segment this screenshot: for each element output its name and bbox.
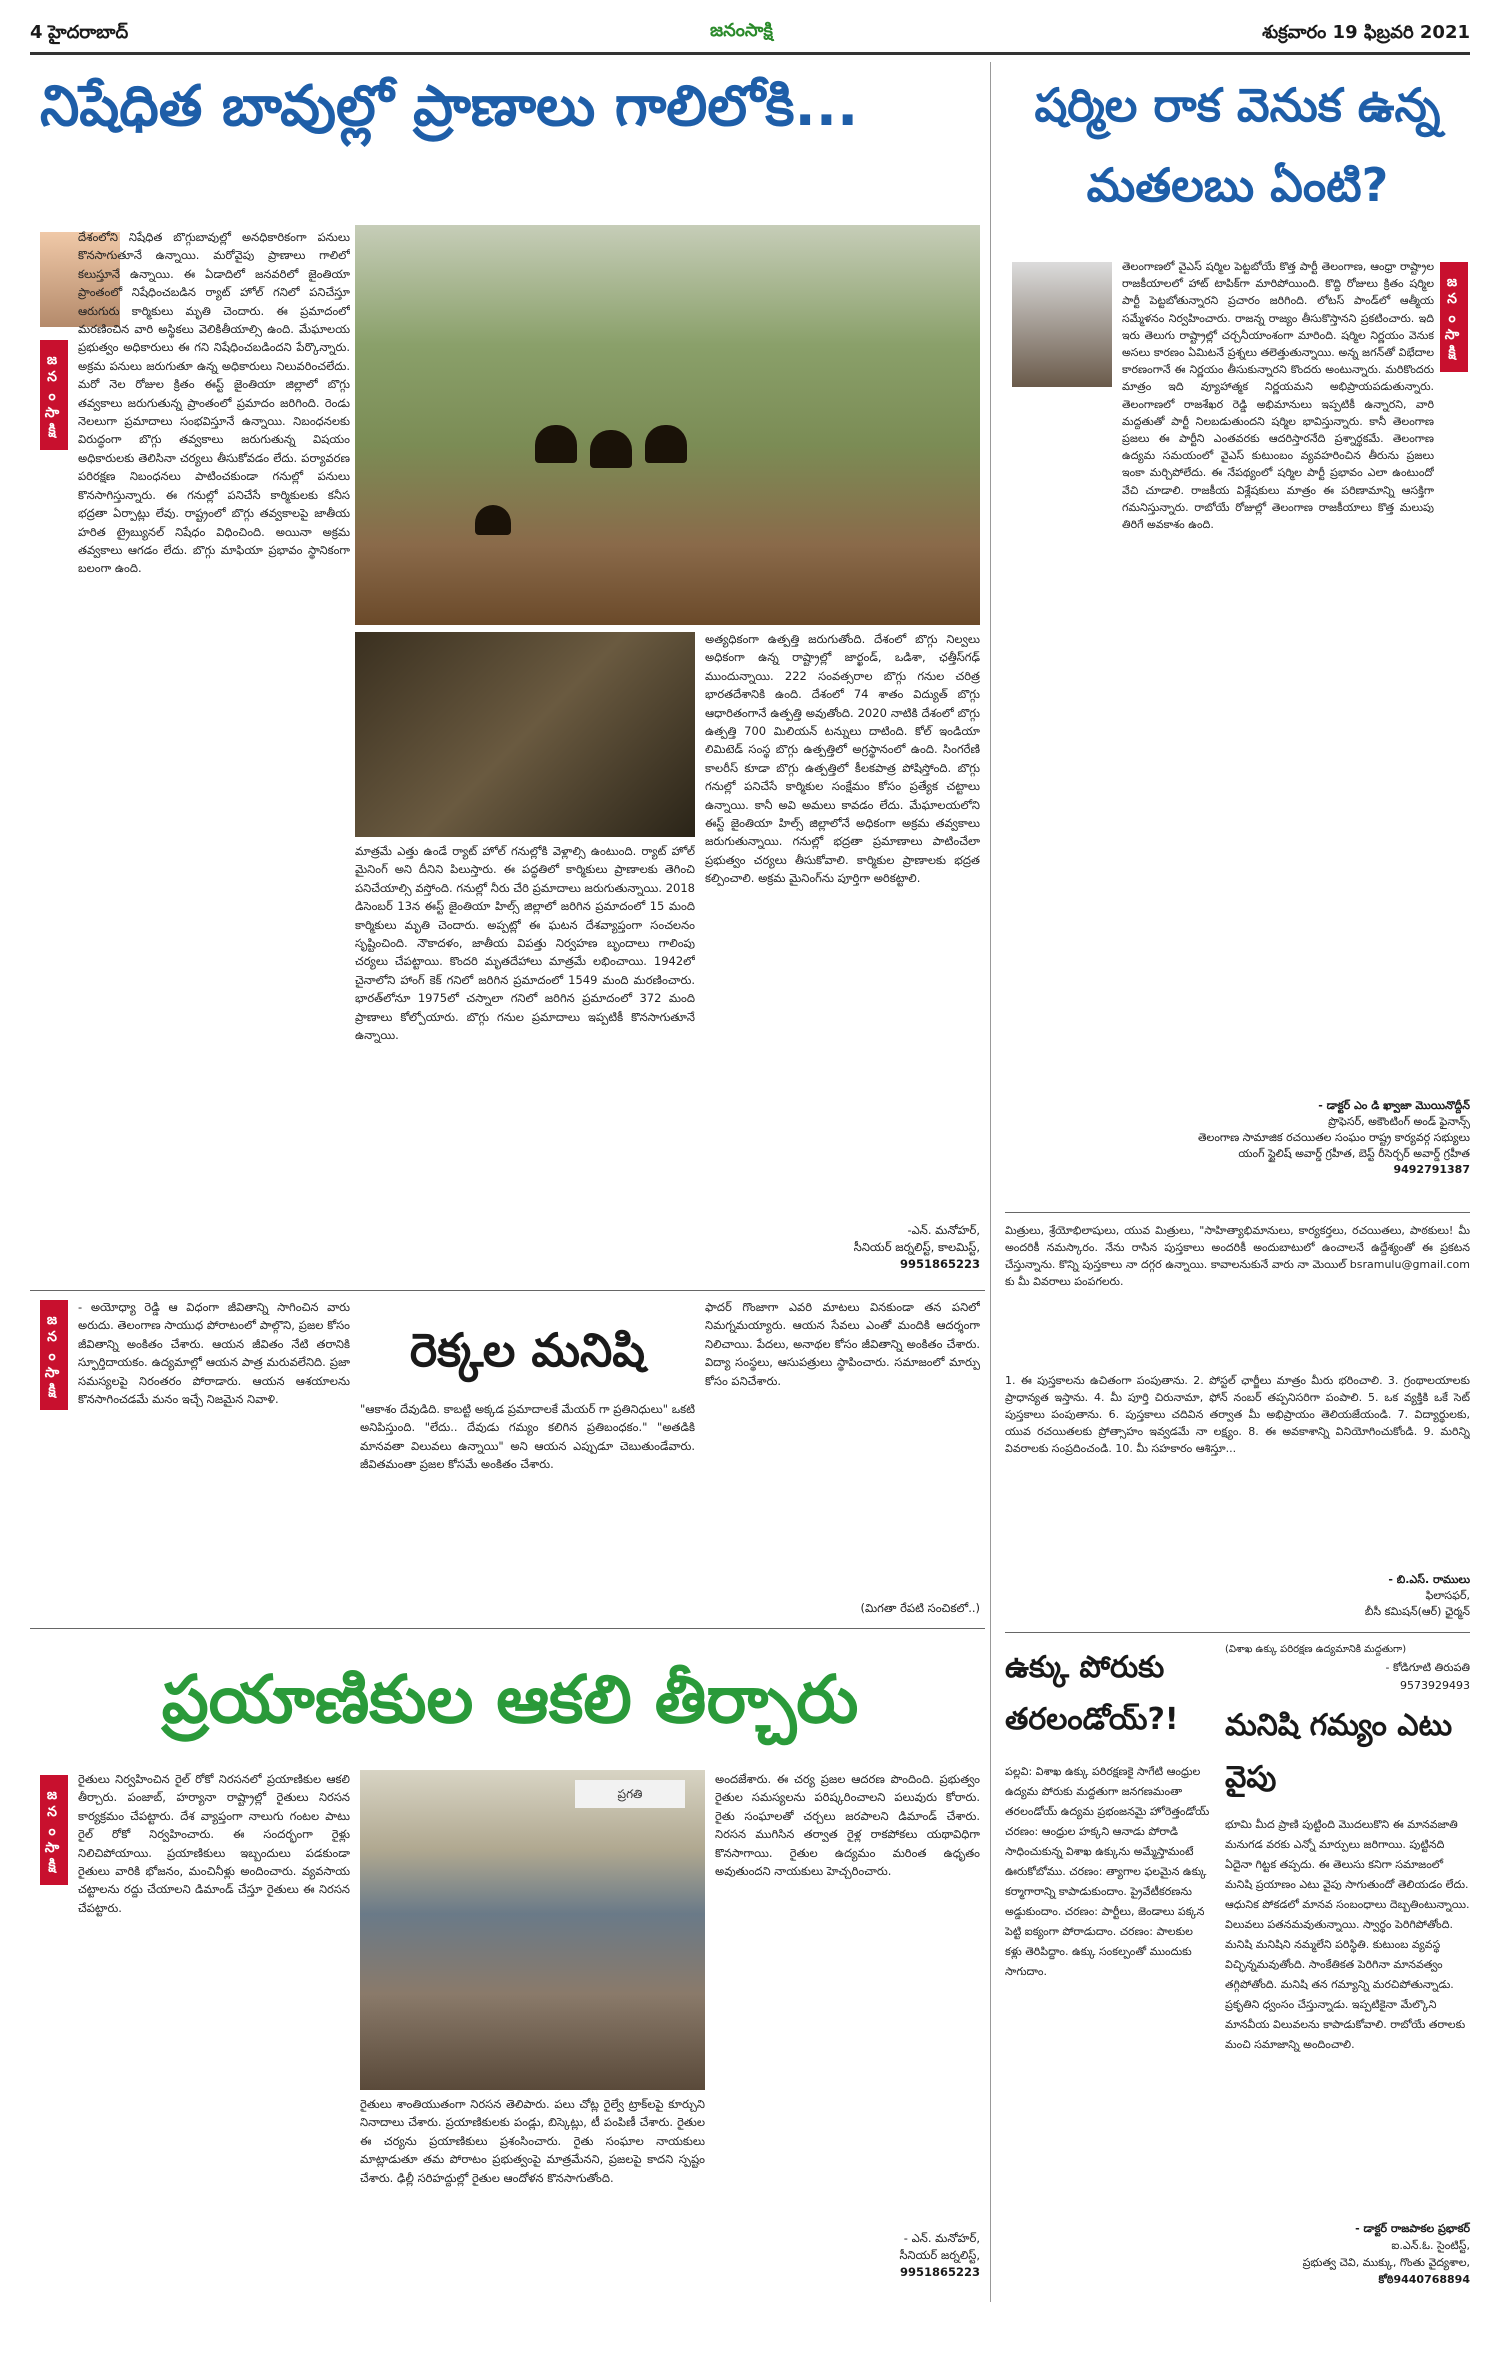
section-rule-mid xyxy=(30,1290,985,1291)
page-number: 4 xyxy=(30,22,43,43)
article2-signature xyxy=(1005,1098,1470,1208)
article1-col3: అత్యధికంగా ఉత్పత్తి జరుగుతోంది. దేశంలో బొగ్గు నిల్వలు అధికంగా ఉన్న రాష్ట్రాల్లో జార్ఖండ్, ఒడిశా, ఛత్తీస్‌గఢ్ ముందున్నాయి. 222 సంవత్సరాల బొగ్గు గనుల చరిత్ర భారతదేశానికి ఉంది. దేశంలో 74 శాతం విద్యుత్ బొగ్గు ఆధారితంగానే ఉత్పత్తి అవుతోంది. 2020 నాటికి దేశంలో బొగ్గు ఉత్పత్తి 700 మిలియన్ టన్నులు దాటింది. కోల్ ఇండియా లిమిటెడ్ సంస్థ బొగ్గు ఉత్పత్తిలో అగ్రస్థానంలో ఉంది. సింగరేణి కాలరీస్ కూడా బొగ్గు ఉత్పత్తిలో కీలకపాత్ర పోషిస్తోంది. బొగ్గు గనుల్లో పనిచేసే కార్మికుల సంక్షేమం కోసం ప్రత్యేక చట్టాలు ఉన్నాయి. కానీ అవి అమలు కావడం లేదు. మేఘాలయలోని ఈస్ట్ జైంతియా హిల్స్ జిల్లాలోనే అధికంగా అక్రమ తవ్వకాలు జరుగుతున్నాయి. గనుల్లో భద్రతా ప్రమాణాలు పాటించేలా ప్రభుత్వం చర్యలు తీసుకోవాలి. కార్మికుల ప్రాణాలకు భద్రత కల్పించాలి. అక్రమ మైనింగ్‌ను పూర్తిగా అరికట్టాలి. xyxy=(705,632,980,886)
article3-headline: రెక్కల మనిషి xyxy=(409,1323,646,1377)
issue-date: శుక్రవారం 19 ఫిబ్రవరి 2021 xyxy=(1262,22,1470,43)
article4-author-phone: 9951865223 xyxy=(899,2265,980,2279)
section-rule-mid-2 xyxy=(30,1628,985,1629)
article1-headline: నిషేధిత బావుల్లో ప్రాణాలు గాలిలోకి... xyxy=(40,74,859,139)
article1-author: -ఎన్. మనోహర్, xyxy=(907,1223,980,1237)
masthead xyxy=(30,14,1470,50)
poem2-headline: మనిషి గమ్యం ఎటు వైపు xyxy=(1225,1708,1453,1795)
article1-photo-mine xyxy=(355,225,980,625)
article2-author-org: తెలంగాణ సామాజిక రచయితల సంఘం రాష్ట్ర కార్యవర్గ సభ్యులు xyxy=(1198,1131,1470,1144)
article3-col: - అయోధ్యా రెడ్డి ఆ విధంగా జీవితాన్ని సాగించిన వారు అరుదు. తెలంగాణ సాయుధ పోరాటంలో పాల్గొని, ప్రజల కోసం జీవితాన్ని అంకితం చేశారు. ఆయన జీవితం నేటి తరానికి స్ఫూర్తిదాయకం. ఉద్యమాల్లో ఆయన పాత్ర మరువలేనిది. ప్రజా సమస్యలపై నిరంతరం పోరాడారు. ఆయన ఆశయాలను కొనసాగించడమే మనం ఇచ్చే నిజమైన నివాళి. xyxy=(78,1300,350,1407)
column-divider xyxy=(990,62,991,2302)
masthead-rule xyxy=(30,52,1470,55)
article1-col2: మాత్రమే ఎత్తు ఉండే ర్యాట్ హోల్ గనుల్లోకి వెళ్లాల్సి ఉంటుంది. ర్యాట్ హోల్ మైనింగ్ అని దీనిని పిలుస్తారు. ఈ పద్ధతిలో కార్మికులు ప్రాణాలకు తెగించి పనిచేయాల్సి వస్తోంది. గనుల్లో నీరు చేరి ప్రమాదాలు జరుగుతున్నాయి. 2018 డిసెంబర్ 13న ఈస్ట్ జైంతియా హిల్స్ జిల్లాలో జరిగిన ప్రమాదంలో 15 మంది కార్మికులు మృతి చెందారు. అప్పట్లో ఈ ఘటన దేశవ్యాప్తంగా సంచలనం సృష్టించింది. నౌకాదళం, జాతీయ విపత్తు నిర్వహణ బృందాలు గాలింపు చర్యలు చేపట్టాయి. కొందరి మృతదేహాలు మాత్రమే లభించాయి. 1942లో చైనాలోని హాంగ్ కెక్ గనిలో జరిగిన ప్రమాదంలో 1549 మంది మరణించారు. భారత్‌లోనూ 1975లో చస్నాలా గనిలో జరిగిన ప్రమాదంలో 372 మంది ప్రాణాలు కోల్పోయారు. బొగ్గు గనుల ప్రమాదాలు ఇప్పటికీ కొనసాగుతూనే ఉన్నాయి. xyxy=(355,844,695,1043)
poem2-author-phone: కోఠి9440768894 xyxy=(1378,2273,1470,2286)
article3-section-tag: జనంసాక్షి xyxy=(40,1300,68,1410)
mine-entrance-4 xyxy=(475,505,511,535)
article2-author-portrait xyxy=(1012,262,1112,387)
article4-photo-protest xyxy=(360,1770,705,2090)
poem2-author: - డాక్టర్ రాజపాకల ప్రభాకర్ xyxy=(1355,2222,1470,2235)
section-rule-right xyxy=(1005,1212,1470,1213)
letter-author-role: ఫిలాసఫర్, xyxy=(1425,1589,1470,1602)
article2-headline: షర్మిల రాక వెనుక ఉన్న మతలబు ఏంటి? xyxy=(1034,78,1441,212)
article3-signature: (మిగతా రేపటి సంచికలో..) xyxy=(860,1601,980,1615)
letter-author: - బి.ఎస్. రాములు xyxy=(1388,1573,1470,1586)
article3-left: "ఆకాశం దేవుడిది. కాబట్టి అక్కడ ప్రమాదాలకే మేయర్ గా ప్రతినిధులు" ఒకటి అనిపిస్తుంది. "లేదు.. దేవుడు గమ్యం కలిగిన ప్రతిబంధకం." "అతడికి మానవతా విలువలు ఉన్నాయి" అని ఆయన ఎప్పుడూ చెబుతుండేవారు. జీవితమంతా ప్రజల కోసమే అంకితం చేశారు. xyxy=(360,1402,695,1472)
letter-items: 1. ఈ పుస్తకాలను ఉచితంగా పంపుతాను. 2. పోస్టల్ ఛార్జీలు మాత్రం మీరు భరించాలి. 3. గ్రంథాలయాలకు ప్రాధాన్యత ఇస్తాను. 4. మీ పూర్తి చిరునామా, ఫోన్ నంబర్ తప్పనిసరిగా పంపాలి. 5. ఒక వ్యక్తికి ఒకే సెట్ పుస్తకాలు పంపుతాను. 6. పుస్తకాలు చదివిన తర్వాత మీ అభిప్రాయం తెలియజేయండి. 7. విద్యార్థులకు, యువ రచయితలకు ప్రోత్సాహం ఇవ్వడమే నా లక్ష్యం. 8. ఈ అవకాశాన్ని వినియోగించుకోండి. 9. మరిన్ని వివరాలకు సంప్రదించండి. 10. మీ సహకారం ఆశిస్తూ... xyxy=(1005,1374,1470,1455)
article1-author-role: సీనియర్ జర్నలిస్ట్, కాలమిస్ట్, xyxy=(853,1240,980,1254)
article4-headline: ప్రయాణికుల ఆకలి తీర్చారు xyxy=(161,1661,859,1738)
letter-signature xyxy=(1005,1572,1470,1627)
article2-author-phone: 9492791387 xyxy=(1393,1163,1470,1176)
article4-col3: అందజేశారు. ఈ చర్య ప్రజల ఆదరణ పొందింది. ప్రభుత్వం రైతుల సమస్యలను పరిష్కరించాలని పలువురు కోరారు. రైతు సంఘాలతో చర్చలు జరపాలని డిమాండ్ చేశారు. నిరసన ముగిసిన తర్వాత రైళ్ల రాకపోకలు యథావిధిగా కొనసాగాయి. రైతుల ఉద్యమం మరింత ఉధృతం అవుతుందని నాయకులు హెచ్చరించారు. xyxy=(715,1772,980,1879)
article2-author: - డాక్టర్ ఎం డి ఖ్వాజా మొయినొద్దీన్ xyxy=(1318,1099,1470,1112)
letter-body: మిత్రులు, శ్రేయోభిలాషులు, యువ మిత్రులు, "సాహిత్యాభిమానులు, కార్యకర్తలు, రచయితలు, పాఠకులు! మీ అందరికీ నమస్కారం. నేను రాసిన పుస్తకాలు అందరికీ అందుబాటులో ఉంచాలనే ఉద్దేశ్యంతో ఈ ప్రకటన చేస్తున్నాను. కొన్ని పుస్తకాలు నా దగ్గర ఉన్నాయి. కావాలనుకునే వారు నా మెయిల్ bsramulu@gmail.com కు మీ వివరాలు పంపగలరు. xyxy=(1005,1224,1470,1288)
article2-body: తెలంగాణలో వైఎస్ షర్మిల పెట్టబోయే కొత్త పార్టీ తెలంగాణ, ఆంధ్రా రాష్ట్రాల రాజకీయాలలో హాట్ టాపిక్‌గా మారిపోయింది. కొద్ది రోజులు క్రితం షర్మిల పార్టీ పెట్టబోతున్నారని ప్రచారం జరిగింది. లోటస్ పాండ్‌లో ఆత్మీయ సమ్మేళనం నిర్వహించారు. రాజన్న రాజ్యం తీసుకొస్తానని ప్రకటించారు. ఇది ఇరు తెలుగు రాష్ట్రాల్లో చర్చనీయాంశంగా మారింది. షర్మిల నిర్ణయం వెనుక అసలు కారణం ఏమిటనే ప్రశ్నలు తలెత్తుతున్నాయి. అన్న జగన్‌తో విభేదాల కారణంగానే ఈ నిర్ణయం తీసుకున్నారని కొందరు అంటున్నారు. మరికొందరు మాత్రం ఇది వ్యూహాత్మక నిర్ణయమని అభిప్రాయపడుతున్నారు. తెలంగాణలో రాజశేఖర రెడ్డి అభిమానులు ఇప్పటికీ ఉన్నారని, వారి మద్దతుతో పార్టీ నిలబడుతుందని షర్మిల భావిస్తున్నారు. కానీ తెలంగాణ ప్రజలు ఈ పార్టీని ఎంతవరకు ఆదరిస్తారనేది ప్రశ్నార్థకమే. తెలంగాణ ఉద్యమ సమయంలో వైఎస్ కుటుంబం వ్యవహరించిన తీరును ప్రజలు ఇంకా మర్చిపోలేదు. ఈ నేపథ్యంలో షర్మిల పార్టీ ప్రభావం ఎలా ఉంటుందో వేచి చూడాలి. రాజకీయ విశ్లేషకులు మాత్రం ఈ పరిణామాన్ని ఆసక్తిగా గమనిస్తున్నారు. రాబోయే రోజుల్లో తెలంగాణ రాజకీయాలు కొత్త మలుపు తిరిగే అవకాశం ఉంది. xyxy=(1122,260,1434,532)
article2-section-tag: జనంసాక్షి xyxy=(1440,262,1468,372)
poem2-author-org: ప్రభుత్వ చెవి, ముక్కు, గొంతు వైద్యశాల, xyxy=(1302,2256,1470,2269)
station-sign: ప్రగతి xyxy=(575,1780,685,1808)
newspaper-logo: జనంసాక్షి xyxy=(710,20,773,41)
article2-author-award: యంగ్ స్టైలిష్ అవార్డ్ గ్రహీత, బెస్ట్ రీసెర్చర్ అవార్డ్ గ్రహీత xyxy=(1238,1147,1470,1160)
mine-entrance-1 xyxy=(535,425,577,463)
article1-col1: దేశంలోని నిషేధిత బొగ్గుబావుల్లో అనధికారికంగా పనులు కొనసాగుతూనే ఉన్నాయి. మరోవైపు ప్రాణాలు గాలిలో కలుస్తూనే ఉన్నాయి. ఈ ఏడాదిలో జనవరిలో జైంతియా ప్రాంతంలో నిషేధించబడిన ర్యాట్ హోల్ గనిలో పనిచేస్తూ ఆరుగురు కార్మికులు మృతి చెందారు. ఈ ప్రమాదంలో మరణించిన వారి అస్థికలు వెలికితీయాల్సి ఉంది. మేఘాలయ ప్రభుత్వం అధికారులు ఈ గని నిషేధించబడిందని పేర్కొన్నారు. అక్రమ పనులు జరుగుతూ ఉన్న అధికారులు నిలువరించలేదు. మరో నెల రోజుల క్రితం ఈస్ట్ జైంతియా జిల్లాలో బొగ్గు తవ్వకాలు జరుగుతున్న ప్రాంతంలో ప్రమాదం జరిగింది. రెండు నెలలుగా ప్రమాదాలు సంభవిస్తూనే ఉన్నాయి. నిబంధనలకు విరుద్ధంగా బొగ్గు తవ్వకాలు జరుగుతున్న విషయం అధికారులకు తెలిసినా చర్యలు తీసుకోవడం లేదు. పర్యావరణ పరిరక్షణ నిబంధనలు పాటించకుండా గనుల్లో పనులు కొనసాగిస్తున్నారు. ఈ గనుల్లో పనిచేసే కార్మికులకు కనీస భద్రతా ఏర్పాట్లు లేవు. రాష్ట్రంలో బొగ్గు తవ్వకాలపై జాతీయ హరిత ట్రైబ్యునల్ నిషేధం విధించింది. అయినా అక్రమ తవ్వకాలు ఆగడం లేదు. బొగ్గు మాఫియా ప్రభావం స్థానికంగా బలంగా ఉంది. xyxy=(78,230,350,576)
article3-right: ఫాదర్ గొంజాగా ఎవరి మాటలు వినకుండా తన పనిలో నిమగ్నమయ్యారు. ఆయన సేవలు ఎంతో మందికి ఆదర్శంగా నిలిచాయి. పేదలు, అనాథల కోసం జీవితాన్ని అంకితం చేశారు. విద్యా సంస్థలు, ఆసుపత్రులు స్థాపించారు. సమాజంలో మార్పు కోసం పనిచేశారు. xyxy=(705,1300,980,1388)
article4-author-role: సీనియర్ జర్నలిస్ట్, xyxy=(899,2248,980,2262)
poem2-signature xyxy=(1225,2220,1470,2292)
article4-signature xyxy=(715,2230,980,2290)
article2-author-role: ప్రొఫెసర్, అకౌంటింగ్ అండ్ ఫైనాన్స్ xyxy=(1328,1115,1470,1128)
poem1-phone: 9573929493 xyxy=(1400,1679,1470,1692)
poem1-headline: ఉక్కు పోరుకు తరలండోయ్?! xyxy=(1005,1650,1179,1737)
poem2-body: భూమి మీద ప్రాణి పుట్టింది మొదలుకొని ఈ మానవజాతి మనుగడ వరకు ఎన్నో మార్పులు జరిగాయి. పుట్టినది ఏదైనా గిట్టక తప్పదు. ఈ తెలుసు కనిగా సమాజంలో మనిషి ప్రయాణం ఎటు వైపు సాగుతుందో తెలియడం లేదు. ఆధునిక పోకడలో మానవ సంబంధాలు దెబ్బతింటున్నాయి. విలువలు పతనమవుతున్నాయి. స్వార్థం పెరిగిపోతోంది. మనిషి మనిషిని నమ్మలేని పరిస్థితి. కుటుంబ వ్యవస్థ విచ్ఛిన్నమవుతోంది. సాంకేతికత పెరిగినా మానవత్వం తగ్గిపోతోంది. మనిషి తన గమ్యాన్ని మరచిపోతున్నాడు. ప్రకృతిని ధ్వంసం చేస్తున్నాడు. ఇప్పటికైనా మేల్కొని మానవీయ విలువలను కాపాడుకోవాలి. రాబోయే తరాలకు మంచి సమాజాన్ని అందించాలి. xyxy=(1225,1818,1470,2051)
city-name: హైదరాబాద్ xyxy=(48,22,129,43)
article1-photo-worker xyxy=(355,632,695,837)
poem1-intro: (విశాఖ ఉక్కు పరిరక్షణ ఉద్యమానికి మద్దతుగా) xyxy=(1225,1644,1407,1655)
poem1-author: - కోడిగూటి తిరుపతి xyxy=(1385,1661,1470,1674)
section-rule-right-2 xyxy=(1005,1632,1470,1633)
article4-col1: రైతులు నిర్వహించిన రైల్ రోకో నిరసనలో ప్రయాణికుల ఆకలి తీర్చారు. పంజాబ్, హర్యానా రాష్ట్రాల్లో రైతులు నిరసన కార్యక్రమం చేపట్టారు. దేశ వ్యాప్తంగా నాలుగు గంటల పాటు రైల్ రోకో నిర్వహించారు. ఈ సందర్భంగా రైళ్లు నిలిచిపోయాయి. ప్రయాణికులు ఇబ్బందులు పడకుండా రైతులు వారికి భోజనం, మంచినీళ్లు అందించారు. వ్యవసాయ చట్టాలను రద్దు చేయాలని డిమాండ్ చేస్తూ రైతులు ఈ నిరసన చేపట్టారు. xyxy=(78,1772,350,1915)
section-tag: జనంసాక్షి xyxy=(40,340,68,450)
article4-col2: రైతులు శాంతియుతంగా నిరసన తెలిపారు. పలు చోట్ల రైల్వే ట్రాక్‌లపై కూర్చుని నినాదాలు చేశారు. ప్రయాణికులకు పండ్లు, బిస్కెట్లు, టీ పంపిణీ చేశారు. రైతుల ఈ చర్యను ప్రయాణికులు ప్రశంసించారు. రైతు సంఘాల నాయకులు మాట్లాడుతూ తమ పోరాటం ప్రభుత్వంపై మాత్రమేనని, ప్రజలపై కాదని స్పష్టం చేశారు. ఢిల్లీ సరిహద్దుల్లో రైతుల ఆందోళన కొనసాగుతోంది. xyxy=(360,2097,705,2185)
poem2-author-role: ఐ.ఎన్.ఓ. సైంటిస్ట్, xyxy=(1391,2239,1470,2252)
article1-author-phone: 9951865223 xyxy=(899,1257,980,1271)
letter-author-org: బీసీ కమిషన్(ఆర్) ఛైర్మన్ xyxy=(1364,1605,1470,1618)
mine-entrance-2 xyxy=(590,430,632,468)
article4-section-tag: జనంసాక్షి xyxy=(40,1775,68,1885)
mine-entrance-3 xyxy=(645,425,687,463)
poem1-body: పల్లవి: విశాఖ ఉక్కు పరిరక్షణకై సాగేటి ఆంధ్రుల ఉద్యమ పోరుకు మద్దతుగా జనగణమంతా తరలండోయ్ ఉద్యమ ప్రభంజనమై హోరెత్తండోయ్ చరణం: ఆంధ్రుల హక్కని ఆనాడు పోరాడి సాధించుకున్న విశాఖ ఉక్కును అమ్మేస్తామంటే ఊరుకోబోము. చరణం: త్యాగాల ఫలమైన ఉక్కు కర్మాగారాన్ని కాపాడుకుందాం. ప్రైవేటీకరణను అడ్డుకుందాం. చరణం: పార్టీలు, జెండాలు పక్కన పెట్టి ఐక్యంగా పోరాడుదాం. చరణం: పాలకుల కళ్లు తెరిపిద్దాం. ఉక్కు సంకల్పంతో ముందుకు సాగుదాం. xyxy=(1005,1765,1210,1978)
article4-author: - ఎన్. మనోహర్, xyxy=(903,2231,980,2245)
article1-signature xyxy=(705,1222,980,1282)
